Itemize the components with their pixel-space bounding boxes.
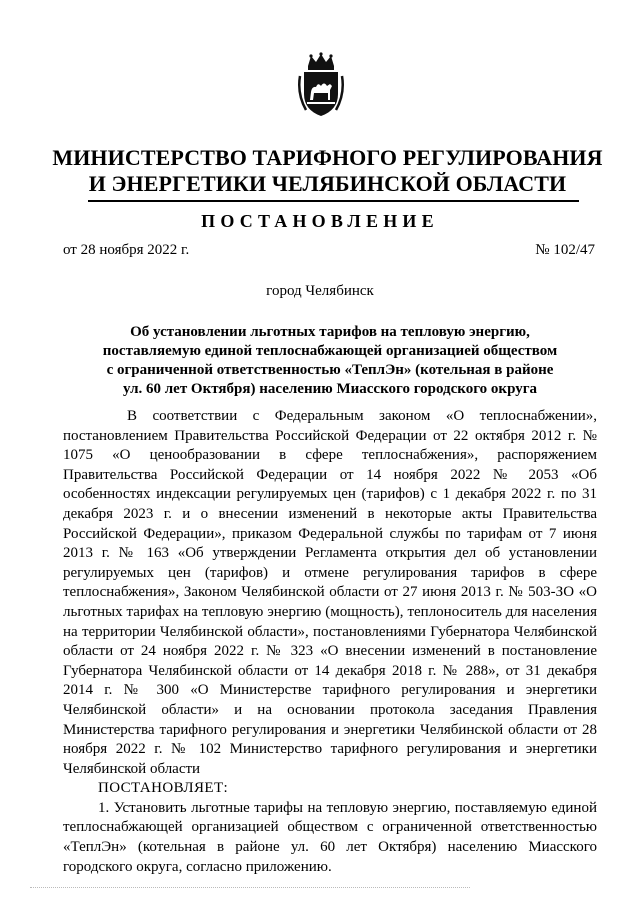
- resolve-heading: ПОСТАНОВЛЯЕТ:: [98, 780, 229, 797]
- document-date: от 28 ноября 2022 г.: [63, 242, 190, 258]
- title-line: поставляемую единой теплоснабжающей организацией обществом: [102, 343, 558, 359]
- ministry-name-line1: МИНИСТЕРСТВО ТАРИФНОГО РЕГУЛИРОВАНИЯ: [52, 145, 603, 170]
- document-city: город Челябинск: [266, 283, 374, 299]
- title-line: с ограниченной ответственностью «ТеплЭн» (котельная в районе: [106, 362, 554, 378]
- footer-divider: [30, 887, 470, 890]
- document-number: № 102/47: [535, 242, 595, 258]
- ministry-name-line2: И ЭНЕРГЕТИКИ ЧЕЛЯБИНСКОЙ ОБЛАСТИ: [88, 171, 567, 196]
- preamble-paragraph: В соответствии с Федеральным законом «О теплоснабжении», постановлением Правительства Российской Федерации от 22 октября 2012 г. № 1075 «О ценообразовании в сфере теплоснабжения», распоряжением Правительства Российской Федерации от 14 ноября 2022 № 2053 «Об особенностях индексации регулируемых цен (тарифов) с 1 декабря 2022 г. по 31 декабря 2023 г. и о внесении изменений в некоторые акты Правительства Российской Федерации», приказом Федеральной службы по тарифам от 7 июня 2013 г. № 163 «Об утверждении Регламента открытия дел об установлении регулируемых цен (тарифов) и отмене регулирования тарифов в сфере теплоснабжения», Законом Челябинской области от 27 июня 2013 г. № 503-ЗО «О льготных тарифах на тепловую энергию (мощность), теплоноситель для населения на территории Челябинской области», постановлениями Губернатора Челябинской области от 24 ноября 2022 г. № 323 «О внесении изменений в постановление Губернатора Челябинской области от 14 декабря 2018 г. № 288», от 31 декабря 2014 г. № 300 «О Министерстве тарифного регулирования и энергетики Челябинской области» и на основании протокола заседания Правления Министерства тарифного регулирования и энергетики Челябинской области от 28 ноября 2022 г. № 102 Министерство тарифного регулирования и энергетики Челябинской области: [63, 408, 597, 777]
- resolution-item-1: 1. Установить льготные тарифы на тепловую энергию, поставляемую единой теплоснабжающей организацией обществом с ограниченной ответственностью «ТеплЭн» (котельная в районе ул. 60 лет Октября) населению Миасского городского округа, согласно приложению.: [63, 799, 597, 875]
- title-line: ул. 60 лет Октября) населению Миасского городского округа: [122, 381, 538, 397]
- document-title: [90, 323, 570, 399]
- document-body: [63, 407, 597, 877]
- document-type: ПОСТАНОВЛЕНИЕ: [201, 211, 439, 231]
- header-divider: [88, 200, 579, 202]
- chelyabinsk-coat-of-arms-icon: [296, 52, 346, 120]
- title-line: Об установлении льготных тарифов на тепловую энергию,: [130, 324, 530, 340]
